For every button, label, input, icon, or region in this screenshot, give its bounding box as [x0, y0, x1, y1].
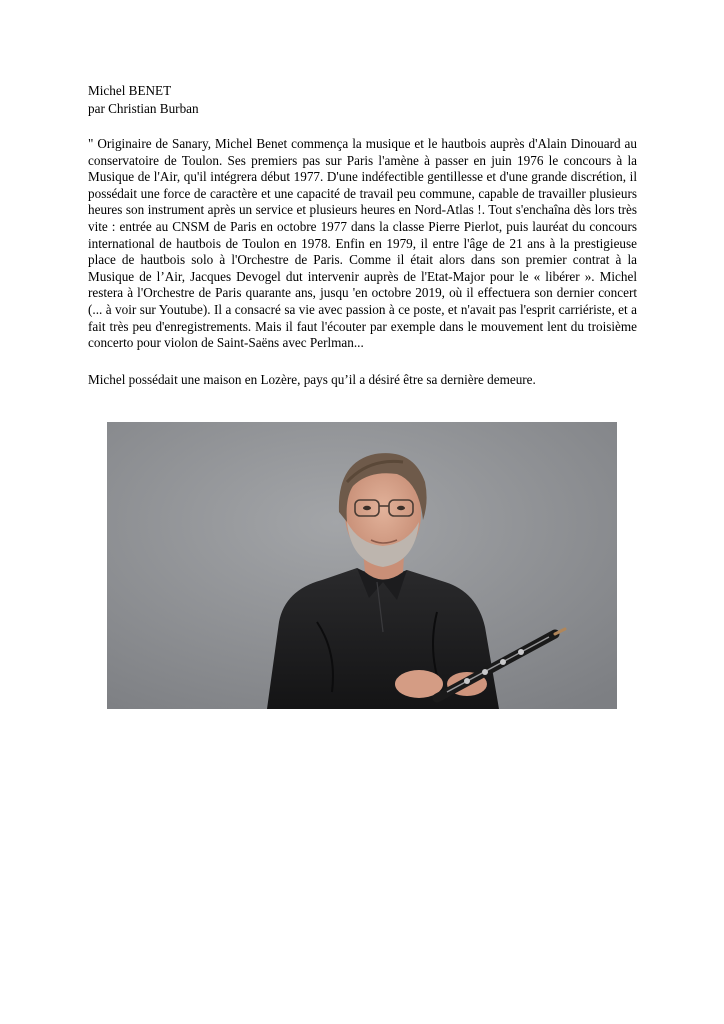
byline: par Christian Burban: [88, 101, 199, 117]
author-name: Michel BENET: [88, 83, 172, 98]
biography-paragraph: " Originaire de Sanary, Michel Benet commença la musique et le hautbois auprès d'Alain Dinouard au conservatoire de Toulon. Ses premiers pas sur Paris l'amène à passer en juin 1976 le concours à la Musique de l'Air, qu'il intégrera début 1977. D'une indéfectible gentillesse et d'une grande discrétion, il possédait une force de caractère et une capacité de travail peu commune, capable de travailler plusieurs heures son instrument après un service et plusieurs heures en Nord-Atlas !. Tout s'enchaîna dès lors très vite : entrée au CNSM de Paris en octobre 1977 dans la classe Pierre Pierlot, puis lauréat du concours international de hautbois de Toulon en 1978. Enfin en 1979, il entre l'âge de 21 ans à la prestigieuse place de hautbois solo à l'Orchestre de Paris. Comme il était alors dans son premier contrat à la Musique de l’Air, Jacques Devogel dut intervenir auprès de l'Etat-Major pour le « libérer ». Michel restera à l'Orchestre de Paris quarante ans, jusqu 'en octobre 2019, où il effectuera son dernier concert (... à voir sur Youtube). Il a consacré sa vie avec passion à ce poste, et n'avait pas l'esprit carriériste, et a fait très peu d'enregistrements. Mais il faut l'écouter par exemple dans le mouvement lent du troisième concerto pour violon de Saint-Saëns avec Perlman...: [88, 136, 637, 351]
document-header: [88, 82, 648, 119]
portrait-photo: [107, 422, 617, 709]
closing-line: Michel possédait une maison en Lozère, pays qu’il a désiré être sa dernière demeure.: [88, 372, 536, 387]
portrait-illustration: [107, 422, 617, 709]
